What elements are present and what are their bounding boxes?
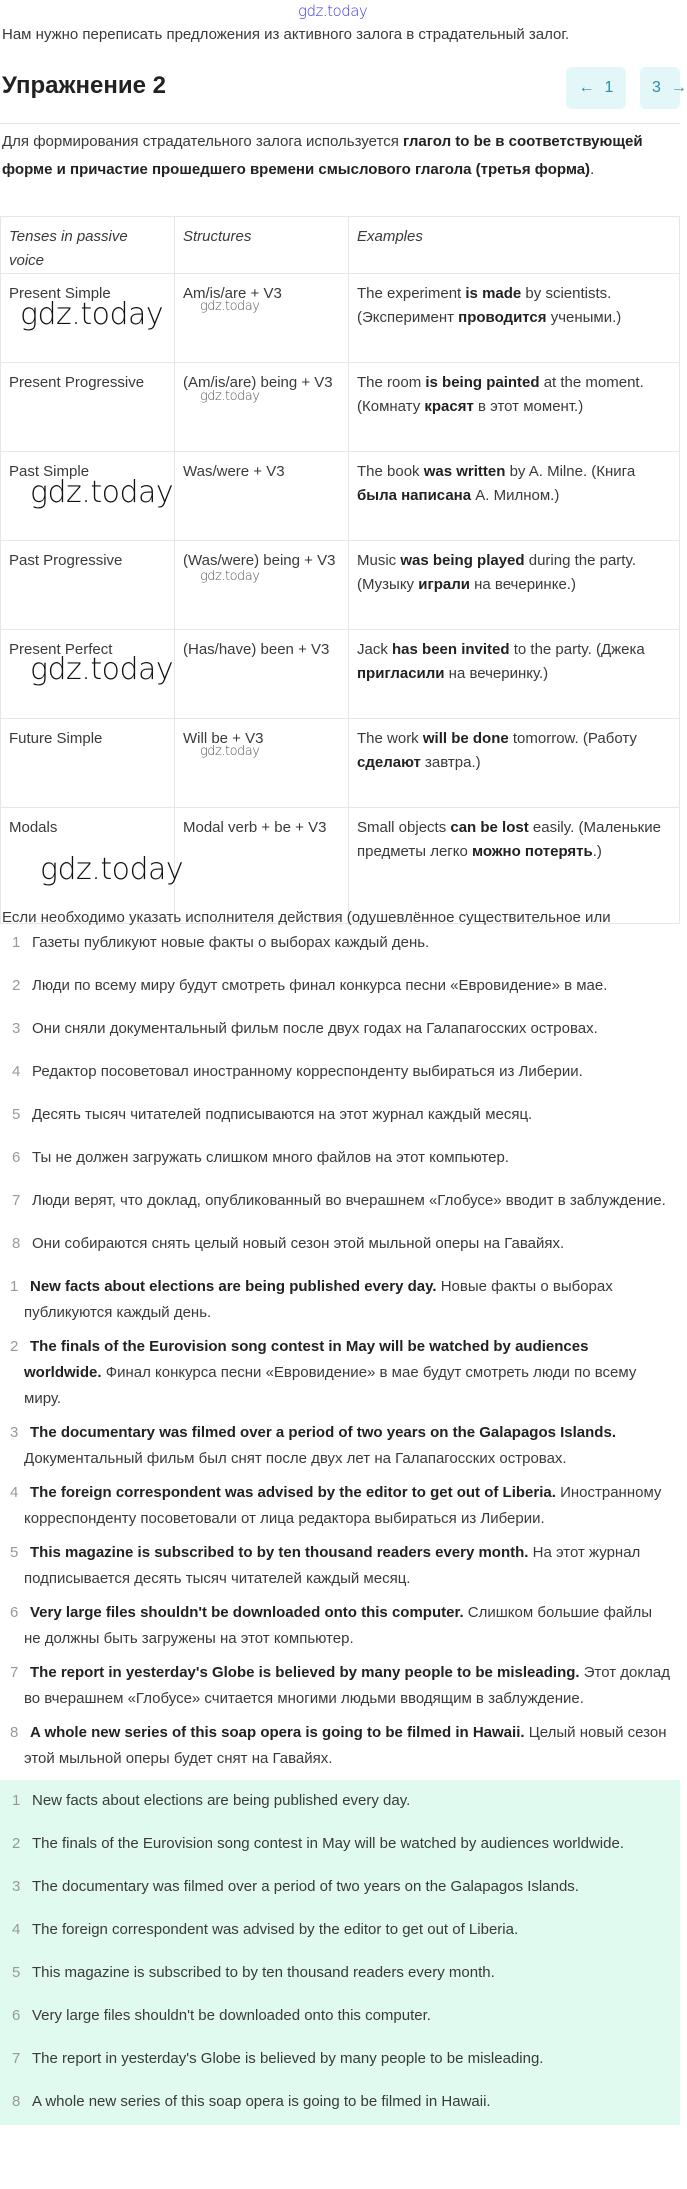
theory-bold: глагол to be в соответствующей форме и причастие прошедшего времени смыслового глагола (третья форма): [2, 133, 643, 178]
watermark: gdz.today: [30, 652, 174, 687]
task-text: Они собираются снять целый новый сезон этой мыльной оперы на Гавайях.: [32, 1235, 565, 1252]
item-number: 3: [12, 1878, 21, 1895]
task-list: [0, 930, 670, 1257]
final-answer-text: A whole new series of this soap opera is going to be filmed in Hawaii.: [32, 2093, 491, 2110]
item-number: 6: [12, 2007, 21, 2024]
answer-russian: Документальный фильм был снят после двух лет на Галапагосских островах.: [24, 1450, 567, 1467]
example-text: by A. Milne. (Книга: [505, 463, 636, 480]
example-bold: will be done: [422, 730, 509, 747]
structure-cell: Will be + V3: [175, 719, 349, 808]
answer-text: [24, 1338, 636, 1407]
answer-russian: Этот доклад во вчерашнем «Глобусе» считается многими людьми вводящим в заблуждение.: [24, 1664, 670, 1707]
example-text: А. Милном.): [471, 487, 560, 504]
example-text: by scientists. (Эксперимент: [357, 285, 612, 326]
table-row: [1, 541, 680, 630]
tense-cell: Present Simple: [1, 274, 175, 363]
answer-english: The foreign correspondent was advised by the editor to get out of Liberia.: [30, 1484, 556, 1501]
example-cell: [349, 541, 680, 630]
example-text: завтра.): [420, 754, 481, 771]
answer-russian: Слишком большие файлы не должны быть загружены на этот компьютер.: [24, 1604, 653, 1647]
item-number: 8: [10, 1724, 19, 1741]
example-bold: was written: [423, 463, 506, 480]
answer-item: [0, 1720, 670, 1772]
watermark: gdz.today: [40, 852, 184, 887]
example-bold: была написана: [357, 487, 472, 504]
task-text: Люди верят, что доклад, опубликованный во вчерашнем «Глобусе» вводит в заблуждение.: [32, 1192, 666, 1209]
task-text: Десять тысяч читателей подписываются на этот журнал каждый месяц.: [32, 1106, 533, 1123]
final-answer-text: The report in yesterday's Globe is believed by many people to be misleading.: [32, 2050, 544, 2067]
task-item: [0, 1231, 670, 1257]
item-number: 4: [12, 1063, 21, 1080]
answer-russian: Новые факты о выборах публикуются каждый день.: [24, 1278, 613, 1321]
answer-text: [24, 1424, 616, 1467]
table-header-row: [1, 217, 680, 274]
item-number: 2: [12, 1835, 21, 1852]
theory-text: Для формирования страдательного залога используется: [2, 133, 404, 150]
task-item: [0, 1102, 670, 1128]
task-text: Ты не должен загружать слишком много файлов на этот компьютер.: [32, 1149, 509, 1166]
example-bold: сделают: [357, 754, 421, 771]
example-bold: is made: [465, 285, 522, 302]
answer-russian: Целый новый сезон этой мыльной оперы будет снят на Гавайях.: [24, 1724, 667, 1767]
example-bold: можно потерять: [472, 843, 593, 860]
example-text: учеными.): [546, 309, 622, 326]
answer-russian: Финал конкурса песни «Евровидение» в мае будут смотреть люди по всему миру.: [24, 1364, 637, 1407]
task-description: Нам нужно переписать предложения из активного залога в страдательный залог.: [2, 26, 570, 43]
item-number: 1: [12, 1792, 21, 1809]
example-bold: has been invited: [392, 641, 510, 658]
structure-cell: Am/is/are + V3: [175, 274, 349, 363]
answer-item: [0, 1600, 670, 1652]
answer-item: [0, 1660, 670, 1712]
answer-english: The finals of the Eurovision song contest in May will be watched by audiences worldwide.: [24, 1338, 589, 1381]
example-text: Music: [357, 552, 401, 569]
theory-paragraph: [2, 128, 672, 184]
final-answer-text: Very large files shouldn't be downloaded onto this computer.: [32, 2007, 431, 2024]
item-number: 5: [12, 1964, 21, 1981]
arrow-right-icon: →: [670, 79, 687, 96]
exercise-content: [0, 910, 680, 2125]
tense-cell: Past Simple: [1, 452, 175, 541]
table-row: [1, 808, 680, 924]
table-row: [1, 363, 680, 452]
example-text: to the party. (Джека: [509, 641, 645, 658]
table-row: [1, 452, 680, 541]
final-answer-item: [0, 1788, 680, 1814]
item-number: 4: [10, 1484, 19, 1501]
table-row: [1, 630, 680, 719]
next-exercise-button[interactable]: [640, 67, 687, 109]
item-number: 4: [12, 1921, 21, 1938]
task-item: [0, 1145, 670, 1171]
answer-english: A whole new series of this soap opera is going to be filmed in Hawaii.: [30, 1724, 525, 1741]
task-text: Газеты публикуют новые факты о выборах каждый день.: [32, 934, 430, 951]
example-text: at the moment. (Комнату: [357, 374, 644, 415]
item-number: 6: [10, 1604, 19, 1621]
item-number: 8: [12, 1235, 21, 1252]
answer-text: [24, 1604, 652, 1647]
example-text: Jack: [357, 641, 393, 658]
watermark: gdz.today: [200, 299, 260, 314]
item-number: 5: [10, 1544, 19, 1561]
example-text: The room: [357, 374, 426, 391]
table-row: [1, 719, 680, 808]
example-text: The book: [357, 463, 424, 480]
final-answer-text: The documentary was filmed over a period of two years on the Galapagos Islands.: [32, 1878, 579, 1895]
example-text: в этот момент.): [473, 398, 584, 415]
example-bold: пригласили: [357, 665, 445, 682]
task-text: Люди по всему миру будут смотреть финал конкурса песни «Евровидение» в мае.: [32, 977, 608, 994]
item-number: 5: [12, 1106, 21, 1123]
watermark: gdz.today: [30, 475, 174, 510]
example-text: during the party. (Музыку: [357, 552, 637, 593]
example-text: Small objects: [357, 819, 451, 836]
table-row: [1, 274, 680, 363]
watermark: gdz.today: [20, 297, 164, 332]
final-answer-item: [0, 1960, 680, 1986]
answer-russian: Иностранному корреспонденту посоветовали от лица редактора выбираться из Либерии.: [24, 1484, 662, 1527]
item-number: 3: [12, 1020, 21, 1037]
structure-cell: (Has/have) been + V3: [175, 630, 349, 719]
item-number: 1: [12, 934, 21, 951]
tense-cell: Present Perfect: [1, 630, 175, 719]
page-title: Упражнение 2: [2, 72, 166, 99]
example-text: easily. (Маленькие предметы легко: [357, 819, 661, 860]
tense-cell: Present Progressive: [1, 363, 175, 452]
answer-text: [24, 1278, 613, 1321]
final-answer-item: [0, 1874, 680, 1900]
watermark: gdz.today: [200, 569, 260, 584]
answer-english: The documentary was filmed over a period of two years on the Galapagos Islands.: [30, 1424, 616, 1441]
answer-item: [0, 1480, 670, 1532]
final-answer-item: [0, 1917, 680, 1943]
example-text: на вечеринку.): [444, 665, 549, 682]
item-number: 2: [10, 1338, 19, 1355]
example-bold: играли: [418, 576, 470, 593]
task-item: [0, 1059, 670, 1085]
task-text: Они сняли документальный фильм после двух годах на Галапагосских островах.: [32, 1020, 598, 1037]
item-number: 1: [10, 1278, 19, 1295]
prev-exercise-label: 1: [604, 79, 614, 96]
example-cell: [349, 630, 680, 719]
item-number: 7: [10, 1664, 19, 1681]
final-answer-text: The foreign correspondent was advised by the editor to get out of Liberia.: [32, 1921, 519, 1938]
theory-text-end: .: [590, 161, 595, 178]
next-exercise-label: 3: [652, 79, 661, 96]
tense-cell: Past Progressive: [1, 541, 175, 630]
arrow-left-icon: ←: [578, 79, 595, 96]
answer-english: New facts about elections are being published every day.: [30, 1278, 437, 1295]
divider: [0, 123, 680, 124]
column-header: Examples: [349, 217, 680, 274]
item-number: 6: [12, 1149, 21, 1166]
final-answer-item: [0, 1831, 680, 1857]
final-answer-text: This magazine is subscribed to by ten thousand readers every month.: [32, 1964, 495, 1981]
passive-voice-table: [0, 216, 680, 924]
item-number: 8: [12, 2093, 21, 2110]
example-text: tomorrow. (Работу: [508, 730, 637, 747]
structure-cell: (Was/were) being + V3: [175, 541, 349, 630]
final-answer-item: [0, 2046, 680, 2072]
item-number: 7: [12, 1192, 21, 1209]
watermark: gdz.today: [298, 2, 368, 20]
example-cell: [349, 719, 680, 808]
item-number: 2: [12, 977, 21, 994]
answer-english: This magazine is subscribed to by ten thousand readers every month.: [30, 1544, 529, 1561]
example-bold: was being played: [400, 552, 525, 569]
clipped-paragraph: Если необходимо указать исполнителя действия (одушевлённое существительное или: [2, 909, 611, 926]
structure-cell: (Am/is/are) being + V3: [175, 363, 349, 452]
answer-text: [24, 1544, 640, 1587]
example-text: The experiment: [357, 285, 466, 302]
task-item: [0, 1188, 670, 1214]
column-header: Structures: [175, 217, 349, 274]
answer-russian: На этот журнал подписывается десять тысяч читателей каждый месяц.: [24, 1544, 641, 1587]
answer-english: The report in yesterday's Globe is believed by many people to be misleading.: [30, 1664, 580, 1681]
task-text: Редактор посоветовал иностранному корреспонденту выбираться из Либерии.: [32, 1063, 583, 1080]
item-number: 3: [10, 1424, 19, 1441]
example-cell: [349, 808, 680, 924]
final-answer-item: [0, 2003, 680, 2029]
task-item: [0, 930, 670, 956]
answer-item: [0, 1334, 670, 1412]
task-item: [0, 1016, 670, 1042]
structure-cell: Was/were + V3: [175, 452, 349, 541]
prev-exercise-button[interactable]: [566, 67, 626, 109]
item-number: 7: [12, 2050, 21, 2067]
answer-item: [0, 1420, 670, 1472]
example-cell: [349, 363, 680, 452]
answer-text: [24, 1664, 670, 1707]
answer-english: Very large files shouldn't be downloaded onto this computer.: [30, 1604, 464, 1621]
column-header: Tenses in passive voice: [1, 217, 175, 274]
answer-item: [0, 1274, 670, 1326]
structure-cell: Modal verb + be + V3: [175, 808, 349, 924]
answer-list: [0, 1274, 670, 1772]
answer-text: [24, 1484, 661, 1527]
tense-cell: Modals: [1, 808, 175, 924]
task-item: [0, 973, 670, 999]
final-answer-text: New facts about elections are being published every day.: [32, 1792, 411, 1809]
example-text: .): [592, 843, 602, 860]
answer-text: [24, 1724, 667, 1767]
example-cell: [349, 452, 680, 541]
final-answer-box: [0, 1780, 680, 2125]
example-bold: can be lost: [450, 819, 529, 836]
example-text: The work: [357, 730, 423, 747]
watermark: gdz.today: [200, 744, 260, 759]
watermark: gdz.today: [200, 389, 260, 404]
example-bold: is being painted: [425, 374, 540, 391]
example-cell: [349, 274, 680, 363]
example-bold: проводится: [458, 309, 547, 326]
final-answer-text: The finals of the Eurovision song contest in May will be watched by audiences worldwide.: [32, 1835, 624, 1852]
example-text: на вечеринке.): [469, 576, 576, 593]
tense-cell: Future Simple: [1, 719, 175, 808]
example-bold: красят: [424, 398, 474, 415]
final-answer-item: [0, 2089, 680, 2115]
answer-item: [0, 1540, 670, 1592]
